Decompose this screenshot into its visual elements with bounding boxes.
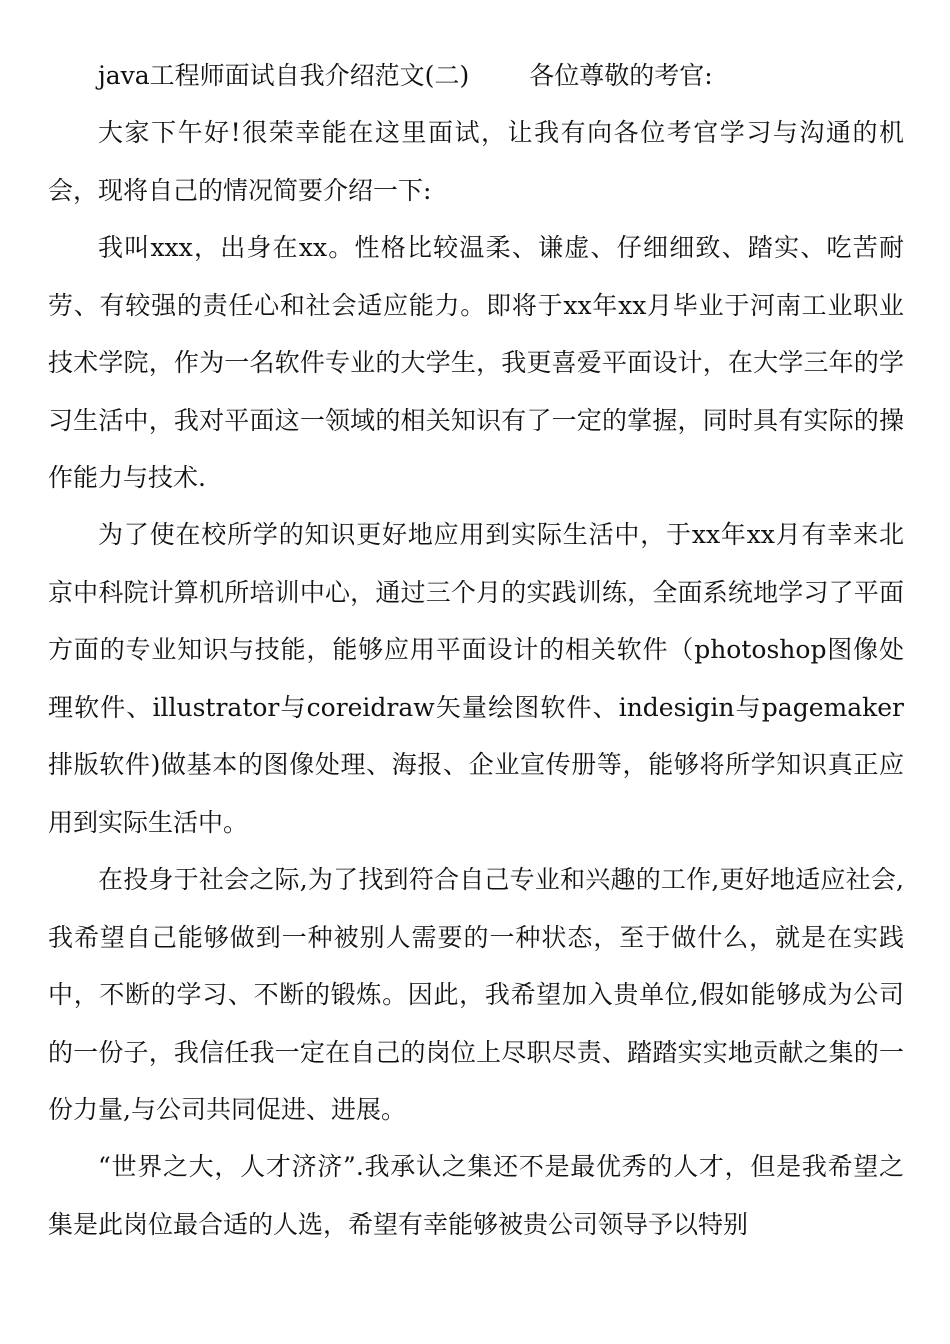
document-title: java工程师面试自我介绍范文(二) <box>98 61 470 90</box>
paragraph-career-goal: 在投身于社会之际,为了找到符合自己专业和兴趣的工作,更好地适应社会,我希望自己能够做到一种被别人需要的一种状态，至于做什么，就是在实践中，不断的学习、不断的锻炼。因此，我希望加入贵单位,假如能够成为公司的一份子，我信任我一定在自己的岗位上尽职尽责、踏踏实实地贡献之集的一份力量,与公司共同促进、进展。 <box>48 865 904 1124</box>
title-line <box>98 47 918 105</box>
paragraph-intro: 大家下午好!很荣幸能在这里面试，让我有向各位考官学习与沟通的机会，现将自己的情况简要介绍一下: <box>48 118 904 205</box>
paragraph-self-description: 我叫xxx，出身在xx。性格比较温柔、谦虚、仔细细致、踏实、吃苦耐劳、有较强的责任心和社会适应能力。即将于xx年xx月毕业于河南工业职业技术学院，作为一名软件专业的大学生，我更喜爱平面设计，在大学三年的学习生活中，我对平面这一领域的相关知识有了一定的掌握，同时具有实际的操作能力与技术. <box>48 233 904 492</box>
paragraph-closing: “世界之大，人才济济”.我承认之集还不是最优秀的人才，但是我希望之集是此岗位最合适的人选，希望有幸能够被贵公司领导予以特别 <box>48 1152 904 1239</box>
greeting: 各位尊敬的考官: <box>529 61 713 90</box>
paragraph-training: 为了使在校所学的知识更好地应用到实际生活中，于xx年xx月有幸来北京中科院计算机所培训中心，通过三个月的实践训练，全面系统地学习了平面方面的专业知识与技能，能够应用平面设计的相关软件（photoshop图像处理软件、illustrator与coreidraw矢量绘图软件、indesigin与pagemaker排版软件)做基本的图像处理、海报、企业宣传册等，能够将所学知识真正应用到实际生活中。 <box>48 520 904 837</box>
